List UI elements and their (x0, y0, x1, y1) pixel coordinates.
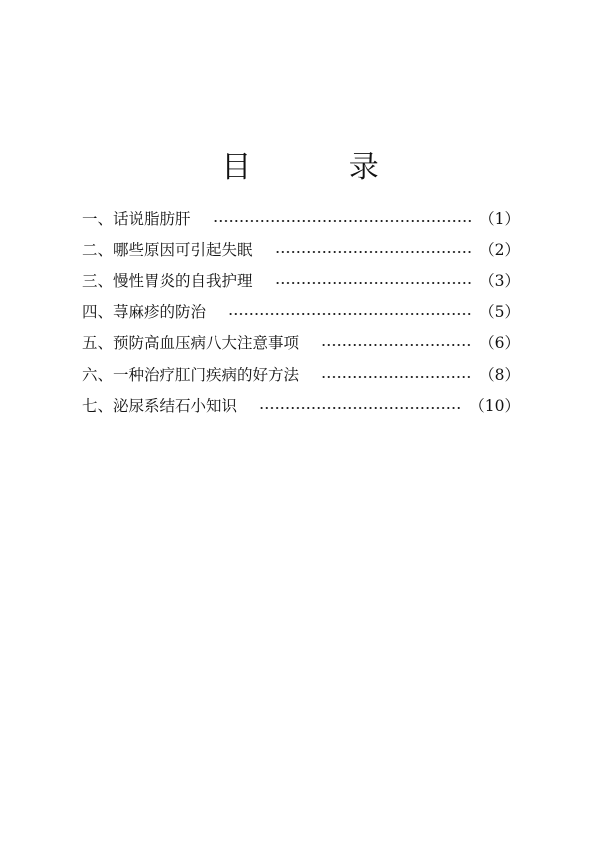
toc-entry[interactable] (82, 265, 520, 296)
toc-entry-label: 六、一种治疗肛门疾病的好方法 (82, 365, 300, 384)
toc-entry-page: （6） (479, 334, 520, 353)
toc-entry-label: 五、预防高血压病八大注意事项 (82, 334, 300, 353)
table-of-contents (82, 203, 520, 421)
toc-entry[interactable] (82, 328, 520, 359)
toc-entry-page: （5） (479, 303, 520, 322)
toc-entry[interactable] (82, 203, 520, 234)
toc-entry-label: 一、话说脂肪肝 (82, 209, 191, 228)
toc-entry-page: （2） (479, 240, 520, 259)
toc-entry-label: 四、荨麻疹的防治 (82, 303, 207, 322)
dot-leader (275, 282, 472, 284)
dot-leader (321, 376, 471, 378)
toc-entry-label: 二、哪些原因可引起失眠 (82, 240, 253, 259)
dot-leader (259, 407, 461, 409)
toc-entry-page: （8） (479, 365, 520, 384)
toc-entry[interactable] (82, 297, 520, 328)
toc-entry-page: （10） (469, 396, 520, 415)
toc-entry[interactable] (82, 234, 520, 265)
toc-entry-label: 三、慢性胃炎的自我护理 (82, 271, 253, 290)
dot-leader (321, 344, 471, 346)
toc-entry-page: （3） (479, 271, 520, 290)
dot-leader (228, 313, 471, 315)
toc-entry-label: 七、泌尿系结石小知识 (82, 396, 238, 415)
toc-entry[interactable] (82, 359, 520, 390)
title-text: 目 录 (221, 150, 423, 186)
dot-leader (275, 251, 472, 253)
toc-entry[interactable] (82, 390, 520, 421)
page-title (0, 148, 600, 188)
toc-entry-page: （1） (479, 209, 520, 228)
dot-leader (213, 220, 472, 222)
